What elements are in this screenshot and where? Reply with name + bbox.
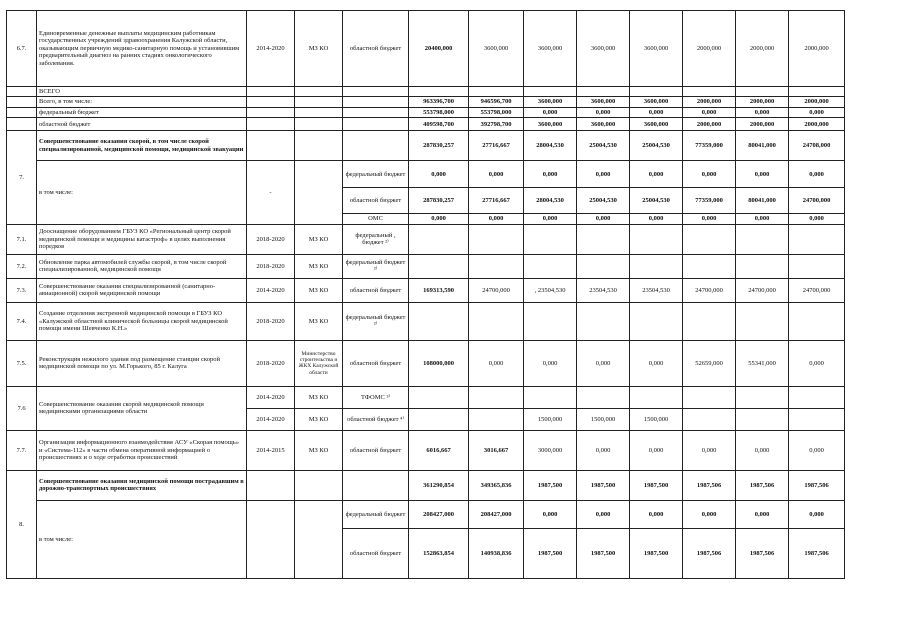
cell-value: 1987,500 bbox=[577, 528, 630, 578]
cell-value: 2000,000 bbox=[683, 97, 736, 107]
cell-value: 0,000 bbox=[789, 340, 845, 386]
row-executor: МЗ КО bbox=[295, 11, 343, 87]
cell-value: 0,000 bbox=[577, 107, 630, 117]
cell-value: 208427,000 bbox=[409, 500, 469, 528]
row-name: Обновление парка автомобилей службы скорой, в том числе скорой специализированной, медицинской помощи bbox=[37, 254, 247, 278]
cell-value: 28004,530 bbox=[524, 188, 577, 214]
table-row bbox=[7, 97, 845, 107]
row-source: федеральный бюджет bbox=[343, 161, 409, 188]
row-source: областной бюджет bbox=[343, 188, 409, 214]
table-row bbox=[7, 302, 845, 340]
cell-value: 287830,257 bbox=[409, 188, 469, 214]
cell-value: 24700,000 bbox=[789, 278, 845, 302]
table-row bbox=[7, 386, 845, 408]
cell-value: 27716,667 bbox=[469, 131, 524, 161]
row-source: федеральный бюджет bbox=[343, 500, 409, 528]
cell-value: 963396,700 bbox=[409, 97, 469, 107]
cell-value: 208427,000 bbox=[469, 500, 524, 528]
row-years: 2014-2020 bbox=[247, 386, 295, 408]
cell-value: 0,000 bbox=[789, 500, 845, 528]
cell-value: 0,000 bbox=[630, 214, 683, 224]
row-years: 2018-2020 bbox=[247, 254, 295, 278]
cell-value: 3000,000 bbox=[524, 430, 577, 470]
cell-value: 24700,000 bbox=[789, 188, 845, 214]
cell-value: 0,000 bbox=[683, 107, 736, 117]
row-years: - bbox=[247, 161, 295, 224]
row-number: 7.2. bbox=[7, 254, 37, 278]
row-source: областной бюджет bbox=[343, 278, 409, 302]
row-name: Реконструкция нежилого здания под размещение станции скорой медицинской помощи по ул. М.Горького, 85 г. Калуга bbox=[37, 340, 247, 386]
cell-value: 2000,000 bbox=[789, 97, 845, 107]
cell-value: 24700,000 bbox=[683, 278, 736, 302]
cell-value: 0,000 bbox=[577, 430, 630, 470]
row-source: федеральный , бюджет ²⁾ bbox=[343, 224, 409, 254]
cell-value: 3600,000 bbox=[577, 118, 630, 131]
row-number: 6.7. bbox=[7, 11, 37, 87]
row-number: 7.4. bbox=[7, 302, 37, 340]
cell-value: 6016,667 bbox=[409, 430, 469, 470]
table-row bbox=[7, 470, 845, 500]
cell-value: 1987,500 bbox=[630, 470, 683, 500]
cell-value: 1500,000 bbox=[630, 408, 683, 430]
cell-value: 3600,000 bbox=[630, 97, 683, 107]
cell-value: 2000,000 bbox=[683, 118, 736, 131]
cell-value: 108000,000 bbox=[409, 340, 469, 386]
cell-value: 0,000 bbox=[409, 161, 469, 188]
cell-value: 361290,854 bbox=[409, 470, 469, 500]
cell-value: 25004,530 bbox=[577, 131, 630, 161]
row-source: областной бюджет ⁴⁾ bbox=[343, 408, 409, 430]
cell-value: 0,000 bbox=[736, 214, 789, 224]
cell-value: 0,000 bbox=[630, 107, 683, 117]
cell-value: 0,000 bbox=[683, 430, 736, 470]
cell-value: 0,000 bbox=[577, 214, 630, 224]
cell-value: 553798,000 bbox=[409, 107, 469, 117]
cell-value: 0,000 bbox=[524, 340, 577, 386]
cell-value: 24700,000 bbox=[469, 278, 524, 302]
cell-value: 3600,000 bbox=[630, 118, 683, 131]
cell-value: 77359,000 bbox=[683, 188, 736, 214]
cell-value: 2000,000 bbox=[789, 118, 845, 131]
cell-value: 1987,506 bbox=[736, 528, 789, 578]
row-name: Создание отделения экстренной медицинской помощи в ГБУЗ КО «Калужской областной клинической больницы скорой медицинской помощи имени Шевченко К.Н.» bbox=[37, 302, 247, 340]
cell-value: 80041,000 bbox=[736, 188, 789, 214]
row-source: областной бюджет bbox=[343, 340, 409, 386]
row-number: 7.3. bbox=[7, 278, 37, 302]
row-years: 2014-2015 bbox=[247, 430, 295, 470]
cell-value: 3600,000 bbox=[469, 11, 524, 87]
cell-value: 0,000 bbox=[630, 500, 683, 528]
cell-value: 0,000 bbox=[409, 214, 469, 224]
including-label: в том числе: bbox=[37, 161, 247, 224]
cell-value: 25004,530 bbox=[630, 131, 683, 161]
cell-value: 3600,000 bbox=[630, 11, 683, 87]
cell-value: 349365,836 bbox=[469, 470, 524, 500]
cell-value: 0,000 bbox=[683, 214, 736, 224]
row-executor: МЗ КО bbox=[295, 430, 343, 470]
cell-value: 140938,836 bbox=[469, 528, 524, 578]
row-executor: МЗ КО bbox=[295, 302, 343, 340]
row-name: Совершенствование оказания скорой медицинской помощи медицинскими организациями области bbox=[37, 386, 247, 430]
row-number: 7.1. bbox=[7, 224, 37, 254]
table-row bbox=[7, 500, 845, 528]
cell-value: 28004,530 bbox=[524, 131, 577, 161]
cell-value: 1987,500 bbox=[630, 528, 683, 578]
cell-value: 0,000 bbox=[577, 500, 630, 528]
cell-value: 2000,000 bbox=[683, 11, 736, 87]
cell-value: 0,000 bbox=[469, 340, 524, 386]
row-executor: МЗ КО bbox=[295, 278, 343, 302]
table-row bbox=[7, 340, 845, 386]
row-executor: МЗ КО bbox=[295, 224, 343, 254]
cell-value: 0,000 bbox=[736, 500, 789, 528]
row-number: 7.6 bbox=[7, 386, 37, 430]
cell-value: 287830,257 bbox=[409, 131, 469, 161]
cell-value: 0,000 bbox=[789, 430, 845, 470]
row-years: 2018-2020 bbox=[247, 302, 295, 340]
cell-value: 25004,530 bbox=[630, 188, 683, 214]
row-years: 2014-2020 bbox=[247, 11, 295, 87]
row-name: Совершенствование оказания специализированной (санитарно-авиационной) скорой медицинской помощи bbox=[37, 278, 247, 302]
cell-value: 0,000 bbox=[524, 214, 577, 224]
total-federal-label: федеральный бюджет bbox=[37, 107, 247, 117]
cell-value: 152863,854 bbox=[409, 528, 469, 578]
cell-value: 0,000 bbox=[736, 107, 789, 117]
cell-value: 3600,000 bbox=[524, 118, 577, 131]
cell-value: 0,000 bbox=[630, 430, 683, 470]
cell-value: 0,000 bbox=[736, 430, 789, 470]
row-years: 2018-2020 bbox=[247, 224, 295, 254]
cell-value: 25004,530 bbox=[577, 188, 630, 214]
row-source: областной бюджет bbox=[343, 528, 409, 578]
cell-value: 0,000 bbox=[789, 161, 845, 188]
cell-value: 1987,506 bbox=[789, 470, 845, 500]
table-row bbox=[7, 87, 845, 97]
cell-value: 946596,700 bbox=[469, 97, 524, 107]
cell-value: 20400,000 bbox=[409, 11, 469, 87]
cell-value: 1987,500 bbox=[524, 528, 577, 578]
cell-value: 0,000 bbox=[469, 214, 524, 224]
table-row bbox=[7, 107, 845, 117]
cell-value: 27716,667 bbox=[469, 188, 524, 214]
cell-value: 1500,000 bbox=[577, 408, 630, 430]
table-row bbox=[7, 278, 845, 302]
cell-value: 1987,506 bbox=[736, 470, 789, 500]
cell-value: 3600,000 bbox=[577, 97, 630, 107]
cell-value: 3016,667 bbox=[469, 430, 524, 470]
cell-value: 55341,000 bbox=[736, 340, 789, 386]
row-executor: МЗ КО bbox=[295, 254, 343, 278]
cell-value: 1987,500 bbox=[524, 470, 577, 500]
cell-value: 23504,530 bbox=[630, 278, 683, 302]
cell-value: 0,000 bbox=[524, 500, 577, 528]
cell-value: 0,000 bbox=[577, 161, 630, 188]
row-source: областной бюджет bbox=[343, 11, 409, 87]
cell-value: 409598,700 bbox=[409, 118, 469, 131]
cell-value: 1987,506 bbox=[789, 528, 845, 578]
row-executor: МЗ КО bbox=[295, 386, 343, 408]
cell-value: 0,000 bbox=[630, 161, 683, 188]
section-number: 7. bbox=[7, 131, 37, 224]
cell-value: 2000,000 bbox=[736, 97, 789, 107]
section-number: 8. bbox=[7, 470, 37, 578]
cell-value: 553798,000 bbox=[469, 107, 524, 117]
row-name: Единовременные денежные выплаты медицинским работникам государственных учреждений здравоохранения Калужской области, оказывающим первичную медико-санитарную помощь и установившим предварительный диагноз на ранних стадиях онкологического заболевания. bbox=[37, 11, 247, 87]
total-regional-label: областной бюджет bbox=[37, 118, 247, 131]
cell-value: 3600,000 bbox=[524, 11, 577, 87]
row-executor: МЗ КО bbox=[295, 408, 343, 430]
cell-value: 1987,500 bbox=[577, 470, 630, 500]
cell-value: 2000,000 bbox=[736, 11, 789, 87]
cell-value: 169313,590 bbox=[409, 278, 469, 302]
cell-value: 1987,506 bbox=[683, 528, 736, 578]
program-funding-table bbox=[6, 10, 845, 579]
cell-value: 77359,000 bbox=[683, 131, 736, 161]
cell-value: 23504,530 bbox=[577, 278, 630, 302]
row-source: федеральный бюджет ²⁾ bbox=[343, 302, 409, 340]
row-name: Организация информационного взаимодействия АСУ «Скорая помощь» и «Система-112» в части обмена оперативной информацией о происшествиях и о ходе отработки происшествий bbox=[37, 430, 247, 470]
cell-value: 52659,000 bbox=[683, 340, 736, 386]
row-years: 2018-2020 bbox=[247, 340, 295, 386]
table-row bbox=[7, 224, 845, 254]
row-source: ТФОМС ³⁾ bbox=[343, 386, 409, 408]
cell-value: 2000,000 bbox=[736, 118, 789, 131]
cell-value: 0,000 bbox=[683, 500, 736, 528]
total-heading: ВСЕГО bbox=[37, 87, 247, 97]
table-row bbox=[7, 11, 845, 87]
row-years: 2014-2020 bbox=[247, 278, 295, 302]
cell-value: 1987,506 bbox=[683, 470, 736, 500]
row-source: федеральный бюджет ²⁾ bbox=[343, 254, 409, 278]
cell-value: 24708,000 bbox=[789, 131, 845, 161]
cell-value: 1500,000 bbox=[524, 408, 577, 430]
cell-value: 2000,000 bbox=[789, 11, 845, 87]
section-title: Совершенствование оказания скорой, в том числе скорой специализированной, медицинской помощи, медицинской эвакуации bbox=[37, 131, 247, 161]
table-row bbox=[7, 131, 845, 161]
section-title: Совершенствование оказания медицинской помощи пострадавшим в дорожно-транспортных происшествиях bbox=[37, 470, 247, 500]
cell-value: 80041,000 bbox=[736, 131, 789, 161]
including-label: в том числе: bbox=[37, 500, 247, 578]
cell-value: 0,000 bbox=[524, 161, 577, 188]
cell-value: 0,000 bbox=[789, 107, 845, 117]
cell-value: 0,000 bbox=[736, 161, 789, 188]
cell-value: 24700,000 bbox=[736, 278, 789, 302]
cell-value: 392798,700 bbox=[469, 118, 524, 131]
cell-value: 3600,000 bbox=[577, 11, 630, 87]
cell-value: 0,000 bbox=[683, 161, 736, 188]
table-row bbox=[7, 161, 845, 188]
cell-value: 0,000 bbox=[524, 107, 577, 117]
row-years: 2014-2020 bbox=[247, 408, 295, 430]
row-number: 7.5. bbox=[7, 340, 37, 386]
cell-value: 0,000 bbox=[577, 340, 630, 386]
cell-value: 0,000 bbox=[469, 161, 524, 188]
row-source: областной бюджет bbox=[343, 430, 409, 470]
cell-value: 3600,000 bbox=[524, 97, 577, 107]
row-number: 7.7. bbox=[7, 430, 37, 470]
row-name: Дооснащение оборудованием ГБУЗ КО «Региональный центр скорой медицинской помощи и медицины катастроф» в целях выполнения поредков bbox=[37, 224, 247, 254]
row-executor: Министерство строительства и ЖКХ Калужской области bbox=[295, 340, 343, 386]
total-all-label: Всего, в том числе: bbox=[37, 97, 247, 107]
row-source: ОМС bbox=[343, 214, 409, 224]
table-row bbox=[7, 118, 845, 131]
table-row bbox=[7, 430, 845, 470]
cell-value: 0,000 bbox=[630, 340, 683, 386]
table-row bbox=[7, 254, 845, 278]
cell-value: 0,000 bbox=[789, 214, 845, 224]
cell-value: , 23504,530 bbox=[524, 278, 577, 302]
